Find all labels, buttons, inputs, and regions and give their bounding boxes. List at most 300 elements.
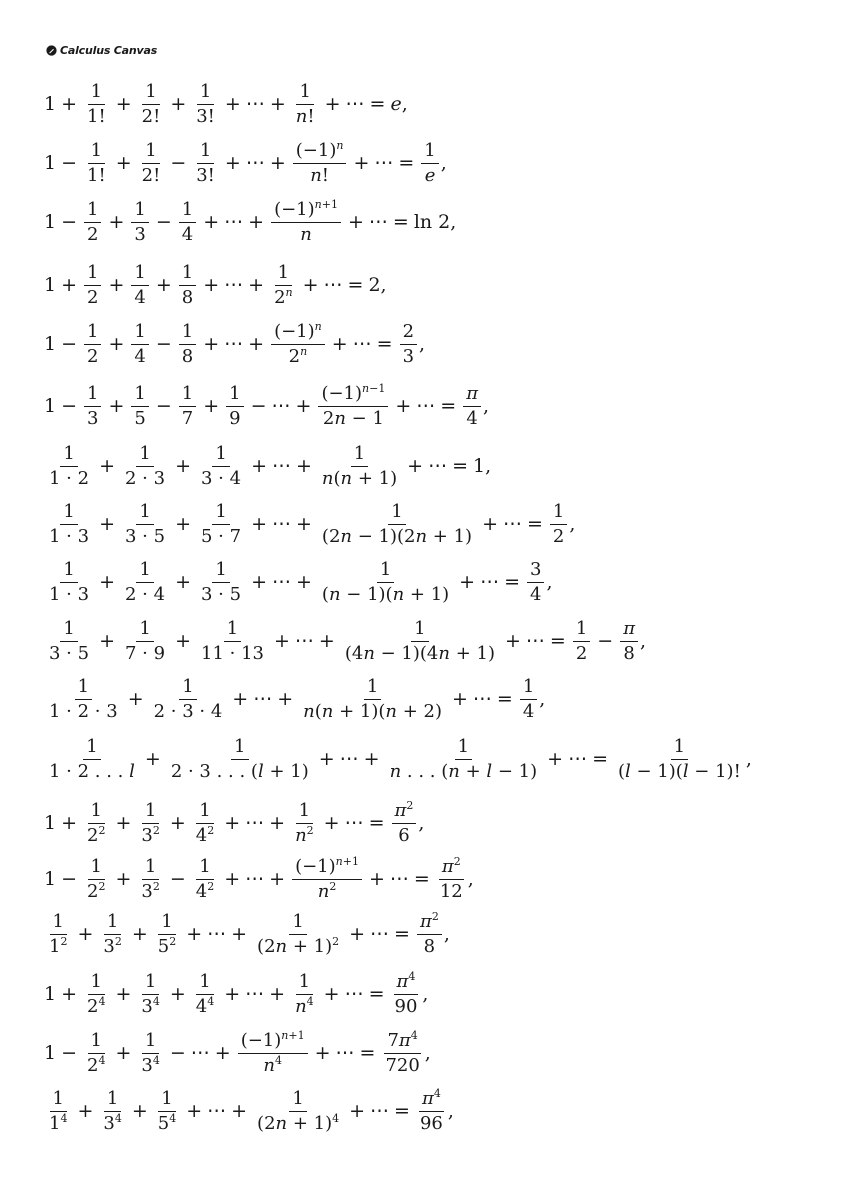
numerator: 1 [296,83,313,105]
fraction [138,799,162,846]
operator: = [452,454,468,477]
denominator: 720 [385,1054,420,1076]
fraction [84,320,101,367]
numerator: 1 [84,264,101,286]
numerator: $(-1)^{n+1}$ [292,858,362,880]
operator: + [61,811,78,834]
fraction [46,735,138,782]
fraction [84,261,101,308]
denominator: n! [295,105,315,127]
denominator: 1 · 2 . . . l [49,760,135,782]
operator: + [224,867,241,890]
operator: + [203,394,220,417]
numerator: 1 [142,1032,159,1054]
operator: + [175,512,191,535]
operator: + [131,922,148,945]
operator: + [203,332,220,355]
operator: = [394,922,410,945]
numerator: 1 [88,1032,105,1054]
fraction [193,799,217,846]
term: ⋯ [389,867,409,890]
numerator: $(-1)^{n+1}$ [271,201,341,223]
denominator: 7 [181,407,194,429]
fraction [392,798,417,846]
operator: + [203,273,220,296]
operator: + [349,922,366,945]
fraction [238,1028,308,1076]
term: 1 [44,811,57,834]
operator: = [392,210,409,233]
term: , [419,332,426,355]
fraction [254,910,342,957]
operator: + [302,273,319,296]
numerator: 1 [411,620,428,642]
term: ⋯ [503,512,522,535]
term: ⋯ [370,1099,390,1122]
term: , [447,1099,454,1122]
numerator: 1 [88,142,105,164]
fraction [417,909,442,957]
formula-7 [44,442,492,489]
term: , [380,273,387,296]
operator: + [248,210,265,233]
operator: + [108,394,125,417]
term: , [450,210,457,233]
fraction [84,139,109,186]
operator: + [323,811,340,834]
numerator: 1 [50,913,67,935]
numerator: 1 [131,385,148,407]
denominator: 3! [196,164,215,186]
numerator: 1 [179,201,196,223]
numerator: 1 [60,445,77,467]
operator: + [108,332,125,355]
denominator: $(2n + 1)^2$ [257,934,340,957]
fraction [319,442,400,489]
operator: − [61,332,78,355]
operator: + [269,811,286,834]
operator: − [169,1041,186,1064]
fraction [382,1028,422,1076]
fraction [131,261,148,308]
operator: + [224,92,241,115]
denominator: 3 [87,407,99,429]
fraction [122,442,168,489]
operator: = [394,1099,410,1122]
denominator: 3 · 5 [125,525,166,547]
term: 1 [44,273,57,296]
denominator: 1! [87,105,106,127]
term: 1 [44,92,57,115]
numerator: 1 [179,264,196,286]
operator: + [61,982,78,1005]
fraction [254,1087,342,1134]
fraction [84,198,101,245]
term: ⋯ [272,570,291,593]
numerator: 1 [75,678,92,700]
numerator: 1 [84,385,101,407]
operator: = [359,1041,376,1064]
term: , [485,454,492,477]
formula-18 [44,1086,454,1134]
operator: + [251,570,267,593]
denominator: 2 · 3 · 4 [153,700,223,722]
formula-4 [44,261,387,308]
fraction [168,735,312,782]
numerator: 1 [421,142,438,164]
numerator: 1 [179,678,196,700]
fraction [193,970,217,1017]
denominator: $n^4$ [263,1053,282,1076]
numerator: 1 [136,620,153,642]
denominator: 1 · 2 [49,467,90,489]
denominator: n! [310,164,330,186]
formula-16 [44,969,429,1017]
fraction [46,910,70,957]
fraction [292,970,317,1017]
numerator: 3 [527,561,544,583]
denominator: $4^2$ [195,879,215,902]
fraction [400,320,417,367]
denominator: $1^2$ [49,934,68,957]
operator: + [277,687,294,710]
numerator: 1 [196,858,213,880]
term: e [390,92,402,115]
term: 1 [44,982,57,1005]
fraction [271,197,341,245]
fraction [138,855,162,902]
denominator: 2$^n$ [288,344,308,367]
fraction [151,675,226,722]
formula-6 [44,381,490,429]
fraction [421,139,438,186]
numerator: 1 [289,913,306,935]
term: ⋯ [271,394,291,417]
operator: + [175,454,191,477]
operator: = [592,747,608,770]
operator: + [170,92,187,115]
operator: + [224,811,241,834]
operator: = [368,982,385,1005]
numerator: $\pi^2$ [439,858,464,880]
operator: + [224,982,241,1005]
numerator: 1 [226,385,243,407]
fraction [573,617,590,664]
denominator: $n^2$ [295,823,314,846]
operator: + [115,151,132,174]
denominator: $3^4$ [141,1053,160,1076]
denominator: 3 · 4 [201,467,242,489]
term: 1 [44,394,57,417]
operator: − [155,394,172,417]
formula-14 [44,854,474,902]
fraction [293,80,318,127]
operator: + [203,210,220,233]
denominator: $3^2$ [141,879,160,902]
term: ⋯ [368,210,388,233]
fraction [155,1087,179,1134]
fraction [387,735,541,782]
numerator: 1 [351,445,368,467]
denominator: $(2n + 1)^4$ [257,1111,340,1134]
term: ⋯ [339,747,359,770]
denominator: 3 · 5 [201,583,242,605]
denominator: 8 [423,935,436,957]
term: ⋯ [345,92,365,115]
term: ⋯ [374,151,394,174]
operator: + [269,982,286,1005]
operator: + [155,273,172,296]
numerator: 1 [158,1090,175,1112]
fraction [319,500,475,547]
fraction [271,319,325,367]
denominator: 8 [181,286,194,308]
formula-9 [44,558,553,605]
denominator: 3! [196,105,215,127]
numerator: 1 [142,802,159,824]
operator: + [231,922,248,945]
operator: − [61,151,78,174]
term: , [422,982,429,1005]
numerator: $\pi^2$ [417,913,442,935]
numerator: 1 [212,445,229,467]
numerator: 1 [377,561,394,583]
operator: + [175,629,191,652]
fraction [122,617,168,664]
operator: + [269,867,286,890]
term: ⋯ [190,1041,210,1064]
fraction [319,558,452,605]
operator: + [131,1099,148,1122]
numerator: $(-1)^{n+1}$ [238,1032,308,1054]
numerator: 1 [142,858,159,880]
operator: + [482,512,498,535]
operator: + [99,512,115,535]
term: ⋯ [344,982,364,1005]
fraction [292,799,317,846]
denominator: 2$^n$ [274,285,293,308]
numerator: $\pi^4$ [419,1090,444,1112]
operator: + [363,747,380,770]
numerator: 1 [289,1090,306,1112]
term: ⋯ [224,210,244,233]
numerator: 1 [196,973,213,995]
numerator: 1 [212,503,229,525]
term: ⋯ [294,629,314,652]
fraction [179,382,196,429]
numerator: 1 [104,1090,121,1112]
fraction [84,1029,108,1076]
numerator: 1 [50,1090,67,1112]
operator: + [547,747,564,770]
term: ⋯ [335,1041,355,1064]
numerator: π [463,385,481,407]
fraction [179,320,196,367]
operator: + [368,867,385,890]
term: ⋯ [207,922,227,945]
fraction [437,854,466,902]
term: ⋯ [245,811,265,834]
denominator: $5^4$ [157,1111,177,1134]
operator: = [376,332,393,355]
fraction [527,558,544,605]
operator: + [77,922,94,945]
denominator: e [424,164,436,186]
fraction [226,382,243,429]
term: ⋯ [416,394,436,417]
denominator: 1! [87,164,106,186]
fraction [131,382,148,429]
term: 1 [44,332,57,355]
operator: = [496,687,513,710]
fraction [46,617,92,664]
operator: + [115,811,132,834]
operator: + [99,454,115,477]
fraction [100,1087,124,1134]
term: ⋯ [224,332,244,355]
term: , [418,811,425,834]
denominator: 11 · 13 [201,642,264,664]
formula-2 [44,138,447,186]
denominator: 6 [398,824,410,846]
numerator: 1 [364,678,381,700]
denominator: 2 [87,286,99,308]
numerator: 1 [231,738,248,760]
denominator: (n − 1)(n + 1) [321,583,450,605]
numerator: $(-1)^n$ [293,142,347,164]
operator: = [549,629,566,652]
denominator: (4n − 1)(4n + 1) [344,642,495,664]
operator: + [61,273,78,296]
operator: + [296,454,312,477]
numerator: 1 [179,385,196,407]
operator: + [175,570,191,593]
operator: + [61,92,78,115]
fraction [463,382,481,429]
numerator: 1 [455,738,472,760]
numerator: 1 [136,503,153,525]
fraction [300,675,445,722]
operator: + [186,1099,203,1122]
numerator: 2 [400,323,417,345]
operator: + [318,629,335,652]
formula-3 [44,197,457,245]
fraction [193,139,218,186]
operator: − [169,867,186,890]
fraction [139,80,164,127]
formula-12 [44,735,752,782]
fraction [46,1087,70,1134]
denominator: 9 [229,407,241,429]
denominator: 8 [181,345,194,367]
fraction [46,442,92,489]
term: , [640,629,647,652]
operator: − [61,1041,78,1064]
denominator: $2^2$ [87,823,106,846]
brand [46,44,157,57]
denominator: $2^4$ [87,994,106,1017]
numerator: 1 [88,973,105,995]
denominator: 8 [623,642,635,664]
operator: − [61,210,78,233]
operator: + [251,512,267,535]
operator: + [248,273,265,296]
denominator: $3^4$ [141,994,160,1017]
operator: − [250,394,267,417]
formula-17 [44,1028,431,1076]
denominator: n . . . (n + l − 1) [389,760,538,782]
denominator: 1 · 3 [49,525,90,547]
numerator: 1 [179,323,196,345]
operator: + [127,687,144,710]
term: ⋯ [472,687,492,710]
denominator: 1 · 3 [49,583,90,605]
formula-1 [44,80,408,127]
operator: + [251,454,267,477]
denominator: 4 [134,345,146,367]
formula-10 [44,617,647,664]
denominator: $2^2$ [87,879,106,902]
operator: + [269,92,286,115]
denominator: $4^2$ [195,823,215,846]
numerator: 1 [131,264,148,286]
numerator: 1 [88,83,105,105]
numerator: 1 [84,323,101,345]
term: 1 [472,454,486,477]
denominator: 5 [134,407,146,429]
operator: = [413,867,430,890]
fraction [550,500,567,547]
fraction [84,80,109,127]
denominator: 3 · 5 [49,642,90,664]
term: ⋯ [253,687,273,710]
numerator: $(-1)^{n-1}$ [318,385,388,407]
fraction [342,617,498,664]
operator: + [231,1099,248,1122]
term: , [546,570,553,593]
formula-13 [44,798,425,846]
operator: + [108,210,125,233]
denominator: 3 [402,345,415,367]
operator: + [407,454,424,477]
denominator: n [300,223,312,245]
operator: + [269,151,286,174]
denominator: 4 [522,700,535,722]
operator: + [99,629,115,652]
denominator: $5^2$ [157,934,177,957]
denominator: $3^4$ [103,1111,122,1134]
denominator: (l − 1)(l − 1)! [617,760,741,782]
operator: − [61,867,78,890]
term: , [467,867,474,890]
numerator: 1 [83,738,100,760]
operator: + [99,570,115,593]
denominator: 3 [134,223,146,245]
denominator: $3^2$ [103,934,122,957]
fraction [100,910,124,957]
denominator: 4 [530,583,542,605]
operator: = [527,512,543,535]
fraction [179,198,196,245]
term: 1 [44,1041,57,1064]
term: 1 [44,867,57,890]
operator: + [318,747,335,770]
numerator: 1 [136,561,153,583]
denominator: 5 · 7 [201,525,242,547]
operator: + [115,92,132,115]
numerator: 1 [197,83,214,105]
term: , [443,922,450,945]
